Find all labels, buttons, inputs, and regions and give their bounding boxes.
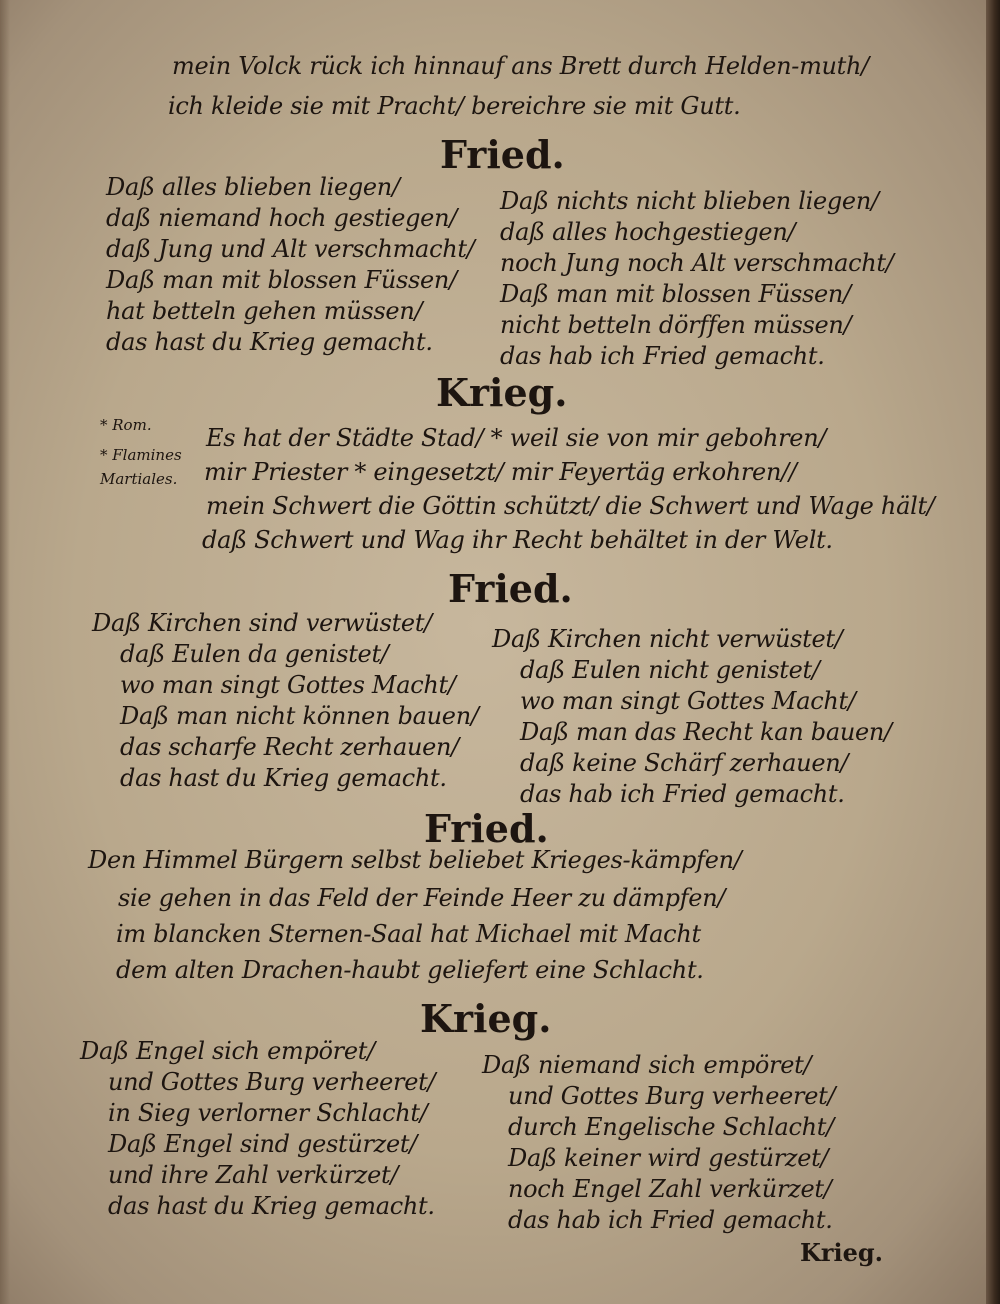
verse-line: Daß niemand sich empöret/: [482, 1051, 812, 1079]
verse-line: Daß alles blieben liegen/: [106, 173, 400, 201]
verse-line: Daß Engel sind gestürzet/: [108, 1130, 418, 1158]
section-heading-fried-3: Fried.: [424, 806, 549, 851]
verse-line: Daß Kirchen sind verwüstet/: [92, 609, 432, 637]
verse-line: wo man singt Gottes Macht/: [520, 687, 856, 715]
verse-line: das hab ich Fried gemacht.: [500, 342, 825, 370]
verse-left-3: [80, 1036, 435, 1222]
verse-line: in Sieg verlorner Schlacht/: [108, 1099, 428, 1127]
fried-line-1: Den Himmel Bürgern selbst beliebet Krieges-kämpfen/: [88, 846, 742, 874]
verse-line: Daß nichts nicht blieben liegen/: [500, 187, 879, 215]
krieg-line-2: mir Priester * eingesetzt/ mir Feyertäg erkohren//: [204, 458, 797, 486]
verse-line: daß niemand hoch gestiegen/: [106, 204, 458, 232]
verse-line: wo man singt Gottes Macht/: [120, 671, 456, 699]
page-left-edge: [0, 0, 10, 1304]
verse-right-1: [500, 186, 894, 372]
margin-note-flamines: * Flamines: [100, 446, 182, 464]
verse-line: daß Jung und Alt verschmacht/: [106, 235, 475, 263]
verse-line: noch Engel Zahl verkürzet/: [508, 1175, 832, 1203]
verse-line: das hast du Krieg gemacht.: [120, 764, 447, 792]
verse-line: daß Eulen nicht genistet/: [520, 656, 820, 684]
fried-line-2: sie gehen in das Feld der Feinde Heer zu dämpfen/: [118, 884, 726, 912]
verse-line: Daß keiner wird gestürzet/: [508, 1144, 829, 1172]
verse-line: und Gottes Burg verheeret/: [508, 1082, 836, 1110]
verse-line: durch Engelische Schlacht/: [508, 1113, 834, 1141]
verse-line: Daß man das Recht kan bauen/: [520, 718, 892, 746]
margin-note-rom: * Rom.: [100, 416, 152, 434]
verse-left-1: [106, 172, 475, 358]
verse-line: Daß Kirchen nicht verwüstet/: [492, 625, 843, 653]
verse-line: Daß man nicht können bauen/: [120, 702, 479, 730]
krieg-line-1: Es hat der Städte Stad/ * weil sie von mir gebohren/: [206, 424, 827, 452]
fried-line-4: dem alten Drachen-haubt geliefert eine Schlacht.: [116, 956, 704, 984]
verse-line: das hab ich Fried gemacht.: [508, 1206, 833, 1234]
section-heading-fried-1: Fried.: [440, 132, 565, 177]
verse-line: daß alles hochgestiegen/: [500, 218, 796, 246]
verse-right-2: [492, 624, 892, 810]
intro-line-2: ich kleide sie mit Pracht/ bereichre sie mit Gutt.: [168, 92, 741, 120]
section-heading-krieg-2: Krieg.: [420, 996, 552, 1041]
verse-line: Daß man mit blossen Füssen/: [106, 266, 457, 294]
verse-line: das hast du Krieg gemacht.: [108, 1192, 435, 1220]
verse-line: Daß Engel sich empöret/: [80, 1037, 375, 1065]
verse-line: das hast du Krieg gemacht.: [106, 328, 433, 356]
verse-line: noch Jung noch Alt verschmacht/: [500, 249, 894, 277]
verse-left-2: [92, 608, 479, 794]
verse-line: das scharfe Recht zerhauen/: [120, 733, 459, 761]
margin-note-martiales: Martiales.: [100, 470, 178, 488]
verse-line: Daß man mit blossen Füssen/: [500, 280, 851, 308]
section-heading-krieg-1: Krieg.: [436, 370, 568, 415]
fried-line-3: im blancken Sternen-Saal hat Michael mit Macht: [116, 920, 701, 948]
catchword: Krieg.: [800, 1238, 884, 1267]
verse-line: und ihre Zahl verkürzet/: [108, 1161, 399, 1189]
verse-right-3: [482, 1050, 835, 1236]
verse-line: das hab ich Fried gemacht.: [520, 780, 845, 808]
verse-line: nicht betteln dörffen müssen/: [500, 311, 852, 339]
verse-line: daß Eulen da genistet/: [120, 640, 389, 668]
verse-line: hat betteln gehen müssen/: [106, 297, 423, 325]
section-heading-fried-2: Fried.: [448, 566, 573, 611]
book-binding-edge: [986, 0, 1000, 1304]
verse-line: daß keine Schärf zerhauen/: [520, 749, 849, 777]
krieg-line-3: mein Schwert die Göttin schützt/ die Schwert und Wage hält/: [206, 492, 935, 520]
verse-line: und Gottes Burg verheeret/: [108, 1068, 436, 1096]
krieg-line-4: daß Schwert und Wag ihr Recht behältet in der Welt.: [202, 526, 833, 554]
intro-line-1: mein Volck rück ich hinnauf ans Brett durch Helden-muth/: [172, 52, 869, 80]
